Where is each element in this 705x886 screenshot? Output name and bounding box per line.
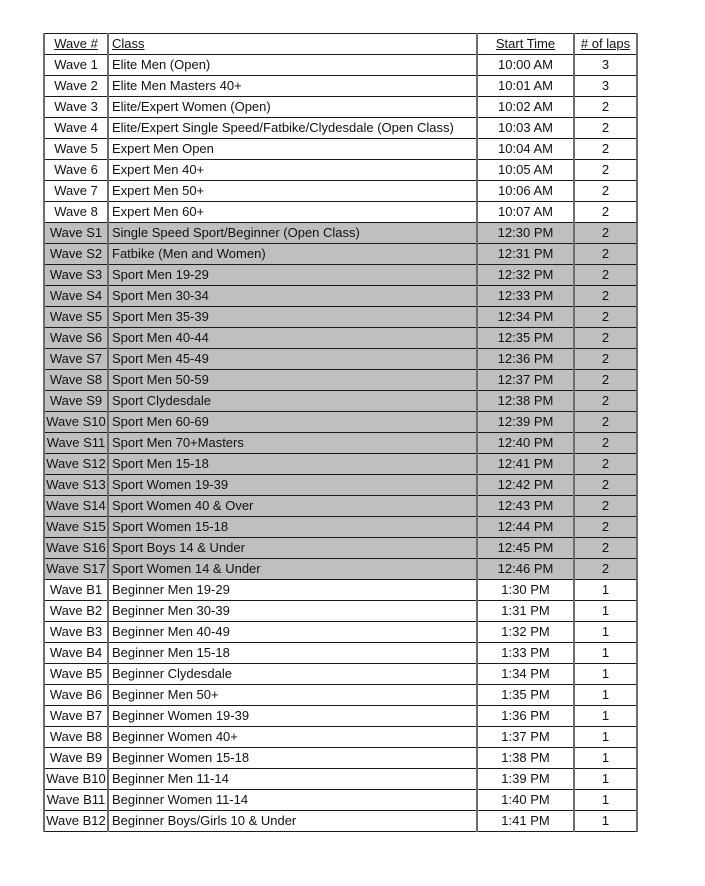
table-row xyxy=(44,559,637,580)
class-cell: Sport Men 40-44 xyxy=(108,328,477,349)
start-time-cell: 10:05 AM xyxy=(477,160,574,181)
start-time-cell: 10:04 AM xyxy=(477,139,574,160)
laps-cell: 2 xyxy=(574,118,637,139)
class-cell: Elite Men Masters 40+ xyxy=(108,76,477,97)
start-time-cell: 12:31 PM xyxy=(477,244,574,265)
laps-cell: 2 xyxy=(574,202,637,223)
class-cell: Beginner Women 11-14 xyxy=(108,790,477,811)
wave-cell: Wave S13 xyxy=(44,475,108,496)
table-row xyxy=(44,496,637,517)
wave-cell: Wave B10 xyxy=(44,769,108,790)
start-time-cell: 12:44 PM xyxy=(477,517,574,538)
start-time-cell: 12:37 PM xyxy=(477,370,574,391)
table-row xyxy=(44,643,637,664)
class-cell: Beginner Women 40+ xyxy=(108,727,477,748)
class-cell: Beginner Clydesdale xyxy=(108,664,477,685)
table-row xyxy=(44,160,637,181)
wave-cell: Wave B6 xyxy=(44,685,108,706)
table-row xyxy=(44,811,637,832)
class-cell: Sport Men 50-59 xyxy=(108,370,477,391)
table-row xyxy=(44,244,637,265)
wave-cell: Wave S5 xyxy=(44,307,108,328)
table-row xyxy=(44,685,637,706)
laps-cell: 1 xyxy=(574,580,637,601)
table-row xyxy=(44,307,637,328)
class-cell: Beginner Women 15-18 xyxy=(108,748,477,769)
table-row xyxy=(44,664,637,685)
class-cell: Beginner Boys/Girls 10 & Under xyxy=(108,811,477,832)
wave-cell: Wave B5 xyxy=(44,664,108,685)
wave-cell: Wave S17 xyxy=(44,559,108,580)
laps-cell: 2 xyxy=(574,286,637,307)
table-row xyxy=(44,265,637,286)
laps-cell: 3 xyxy=(574,55,637,76)
class-cell: Beginner Men 11-14 xyxy=(108,769,477,790)
laps-cell: 2 xyxy=(574,223,637,244)
class-cell: Expert Men 50+ xyxy=(108,181,477,202)
start-time-cell: 10:01 AM xyxy=(477,76,574,97)
laps-cell: 2 xyxy=(574,475,637,496)
class-cell: Sport Boys 14 & Under xyxy=(108,538,477,559)
class-cell: Elite Men (Open) xyxy=(108,55,477,76)
table-row xyxy=(44,139,637,160)
wave-cell: Wave 8 xyxy=(44,202,108,223)
table-row xyxy=(44,538,637,559)
start-time-cell: 12:39 PM xyxy=(477,412,574,433)
start-time-cell: 1:38 PM xyxy=(477,748,574,769)
header-wave: Wave # xyxy=(44,34,108,55)
table-row xyxy=(44,748,637,769)
table-row xyxy=(44,181,637,202)
wave-cell: Wave B7 xyxy=(44,706,108,727)
table-row xyxy=(44,454,637,475)
header-laps: # of laps xyxy=(574,34,637,55)
laps-cell: 2 xyxy=(574,391,637,412)
start-time-cell: 12:36 PM xyxy=(477,349,574,370)
table-row xyxy=(44,286,637,307)
start-time-cell: 1:32 PM xyxy=(477,622,574,643)
table-row xyxy=(44,202,637,223)
laps-cell: 1 xyxy=(574,622,637,643)
table-row xyxy=(44,412,637,433)
wave-cell: Wave B2 xyxy=(44,601,108,622)
table-row xyxy=(44,370,637,391)
header-start-time: Start Time xyxy=(477,34,574,55)
class-cell: Sport Women 19-39 xyxy=(108,475,477,496)
start-time-cell: 1:31 PM xyxy=(477,601,574,622)
table-row xyxy=(44,475,637,496)
start-time-cell: 1:35 PM xyxy=(477,685,574,706)
wave-cell: Wave 1 xyxy=(44,55,108,76)
wave-cell: Wave B11 xyxy=(44,790,108,811)
table-row xyxy=(44,328,637,349)
start-time-cell: 1:37 PM xyxy=(477,727,574,748)
wave-cell: Wave S1 xyxy=(44,223,108,244)
laps-cell: 3 xyxy=(574,76,637,97)
wave-cell: Wave S10 xyxy=(44,412,108,433)
laps-cell: 1 xyxy=(574,601,637,622)
laps-cell: 2 xyxy=(574,412,637,433)
class-cell: Beginner Women 19-39 xyxy=(108,706,477,727)
table-row xyxy=(44,727,637,748)
laps-cell: 2 xyxy=(574,139,637,160)
wave-cell: Wave B4 xyxy=(44,643,108,664)
class-cell: Fatbike (Men and Women) xyxy=(108,244,477,265)
start-time-cell: 12:34 PM xyxy=(477,307,574,328)
start-time-cell: 1:34 PM xyxy=(477,664,574,685)
class-cell: Sport Men 70+Masters xyxy=(108,433,477,454)
class-cell: Expert Men Open xyxy=(108,139,477,160)
class-cell: Beginner Men 15-18 xyxy=(108,643,477,664)
class-cell: Elite/Expert Women (Open) xyxy=(108,97,477,118)
laps-cell: 1 xyxy=(574,643,637,664)
wave-cell: Wave S16 xyxy=(44,538,108,559)
start-time-cell: 10:06 AM xyxy=(477,181,574,202)
laps-cell: 2 xyxy=(574,370,637,391)
class-cell: Sport Women 15-18 xyxy=(108,517,477,538)
wave-cell: Wave S3 xyxy=(44,265,108,286)
wave-cell: Wave S14 xyxy=(44,496,108,517)
start-time-cell: 12:45 PM xyxy=(477,538,574,559)
class-cell: Sport Men 45-49 xyxy=(108,349,477,370)
table-row xyxy=(44,349,637,370)
class-cell: Beginner Men 50+ xyxy=(108,685,477,706)
start-time-cell: 1:36 PM xyxy=(477,706,574,727)
start-time-cell: 12:33 PM xyxy=(477,286,574,307)
class-cell: Sport Women 40 & Over xyxy=(108,496,477,517)
class-cell: Sport Men 15-18 xyxy=(108,454,477,475)
class-cell: Expert Men 40+ xyxy=(108,160,477,181)
class-cell: Beginner Men 19-29 xyxy=(108,580,477,601)
laps-cell: 2 xyxy=(574,160,637,181)
class-cell: Expert Men 60+ xyxy=(108,202,477,223)
laps-cell: 1 xyxy=(574,685,637,706)
table-row xyxy=(44,601,637,622)
class-cell: Sport Men 30-34 xyxy=(108,286,477,307)
wave-cell: Wave S8 xyxy=(44,370,108,391)
table-row xyxy=(44,223,637,244)
table-row xyxy=(44,433,637,454)
start-time-cell: 12:38 PM xyxy=(477,391,574,412)
table-row xyxy=(44,76,637,97)
wave-cell: Wave B8 xyxy=(44,727,108,748)
wave-cell: Wave B3 xyxy=(44,622,108,643)
start-time-cell: 1:33 PM xyxy=(477,643,574,664)
class-cell: Sport Clydesdale xyxy=(108,391,477,412)
laps-cell: 1 xyxy=(574,790,637,811)
wave-cell: Wave 6 xyxy=(44,160,108,181)
header-class: Class xyxy=(108,34,477,55)
laps-cell: 1 xyxy=(574,748,637,769)
wave-cell: Wave S9 xyxy=(44,391,108,412)
laps-cell: 2 xyxy=(574,265,637,286)
laps-cell: 1 xyxy=(574,664,637,685)
header-row xyxy=(44,34,637,55)
table-row xyxy=(44,622,637,643)
laps-cell: 2 xyxy=(574,244,637,265)
start-time-cell: 10:07 AM xyxy=(477,202,574,223)
class-cell: Beginner Men 40-49 xyxy=(108,622,477,643)
laps-cell: 1 xyxy=(574,811,637,832)
class-cell: Beginner Men 30-39 xyxy=(108,601,477,622)
start-time-cell: 12:32 PM xyxy=(477,265,574,286)
laps-cell: 2 xyxy=(574,97,637,118)
laps-cell: 2 xyxy=(574,307,637,328)
wave-cell: Wave S11 xyxy=(44,433,108,454)
start-time-cell: 12:41 PM xyxy=(477,454,574,475)
wave-cell: Wave B1 xyxy=(44,580,108,601)
table-row xyxy=(44,517,637,538)
start-time-cell: 12:30 PM xyxy=(477,223,574,244)
laps-cell: 2 xyxy=(574,454,637,475)
wave-cell: Wave S15 xyxy=(44,517,108,538)
laps-cell: 2 xyxy=(574,328,637,349)
laps-cell: 2 xyxy=(574,559,637,580)
start-time-cell: 12:42 PM xyxy=(477,475,574,496)
laps-cell: 1 xyxy=(574,706,637,727)
laps-cell: 2 xyxy=(574,517,637,538)
start-time-cell: 12:46 PM xyxy=(477,559,574,580)
table-row xyxy=(44,391,637,412)
table-row xyxy=(44,580,637,601)
wave-schedule-table xyxy=(43,33,638,832)
start-time-cell: 12:35 PM xyxy=(477,328,574,349)
laps-cell: 1 xyxy=(574,769,637,790)
wave-cell: Wave 7 xyxy=(44,181,108,202)
wave-cell: Wave S7 xyxy=(44,349,108,370)
wave-cell: Wave S12 xyxy=(44,454,108,475)
wave-cell: Wave S6 xyxy=(44,328,108,349)
start-time-cell: 1:39 PM xyxy=(477,769,574,790)
class-cell: Sport Men 60-69 xyxy=(108,412,477,433)
class-cell: Elite/Expert Single Speed/Fatbike/Clydesdale (Open Class) xyxy=(108,118,477,139)
table-row xyxy=(44,790,637,811)
start-time-cell: 10:00 AM xyxy=(477,55,574,76)
wave-cell: Wave 5 xyxy=(44,139,108,160)
laps-cell: 2 xyxy=(574,181,637,202)
start-time-cell: 12:43 PM xyxy=(477,496,574,517)
class-cell: Sport Men 19-29 xyxy=(108,265,477,286)
start-time-cell: 10:02 AM xyxy=(477,97,574,118)
laps-cell: 2 xyxy=(574,433,637,454)
start-time-cell: 1:30 PM xyxy=(477,580,574,601)
wave-cell: Wave 2 xyxy=(44,76,108,97)
class-cell: Sport Men 35-39 xyxy=(108,307,477,328)
start-time-cell: 1:40 PM xyxy=(477,790,574,811)
wave-cell: Wave B12 xyxy=(44,811,108,832)
table-row xyxy=(44,769,637,790)
laps-cell: 2 xyxy=(574,349,637,370)
table-body xyxy=(44,55,637,832)
table-row xyxy=(44,706,637,727)
class-cell: Sport Women 14 & Under xyxy=(108,559,477,580)
start-time-cell: 1:41 PM xyxy=(477,811,574,832)
wave-cell: Wave S4 xyxy=(44,286,108,307)
wave-cell: Wave 4 xyxy=(44,118,108,139)
start-time-cell: 12:40 PM xyxy=(477,433,574,454)
start-time-cell: 10:03 AM xyxy=(477,118,574,139)
laps-cell: 2 xyxy=(574,496,637,517)
laps-cell: 2 xyxy=(574,538,637,559)
wave-cell: Wave B9 xyxy=(44,748,108,769)
table-row xyxy=(44,97,637,118)
wave-cell: Wave 3 xyxy=(44,97,108,118)
table-row xyxy=(44,55,637,76)
laps-cell: 1 xyxy=(574,727,637,748)
table-row xyxy=(44,118,637,139)
wave-cell: Wave S2 xyxy=(44,244,108,265)
class-cell: Single Speed Sport/Beginner (Open Class) xyxy=(108,223,477,244)
